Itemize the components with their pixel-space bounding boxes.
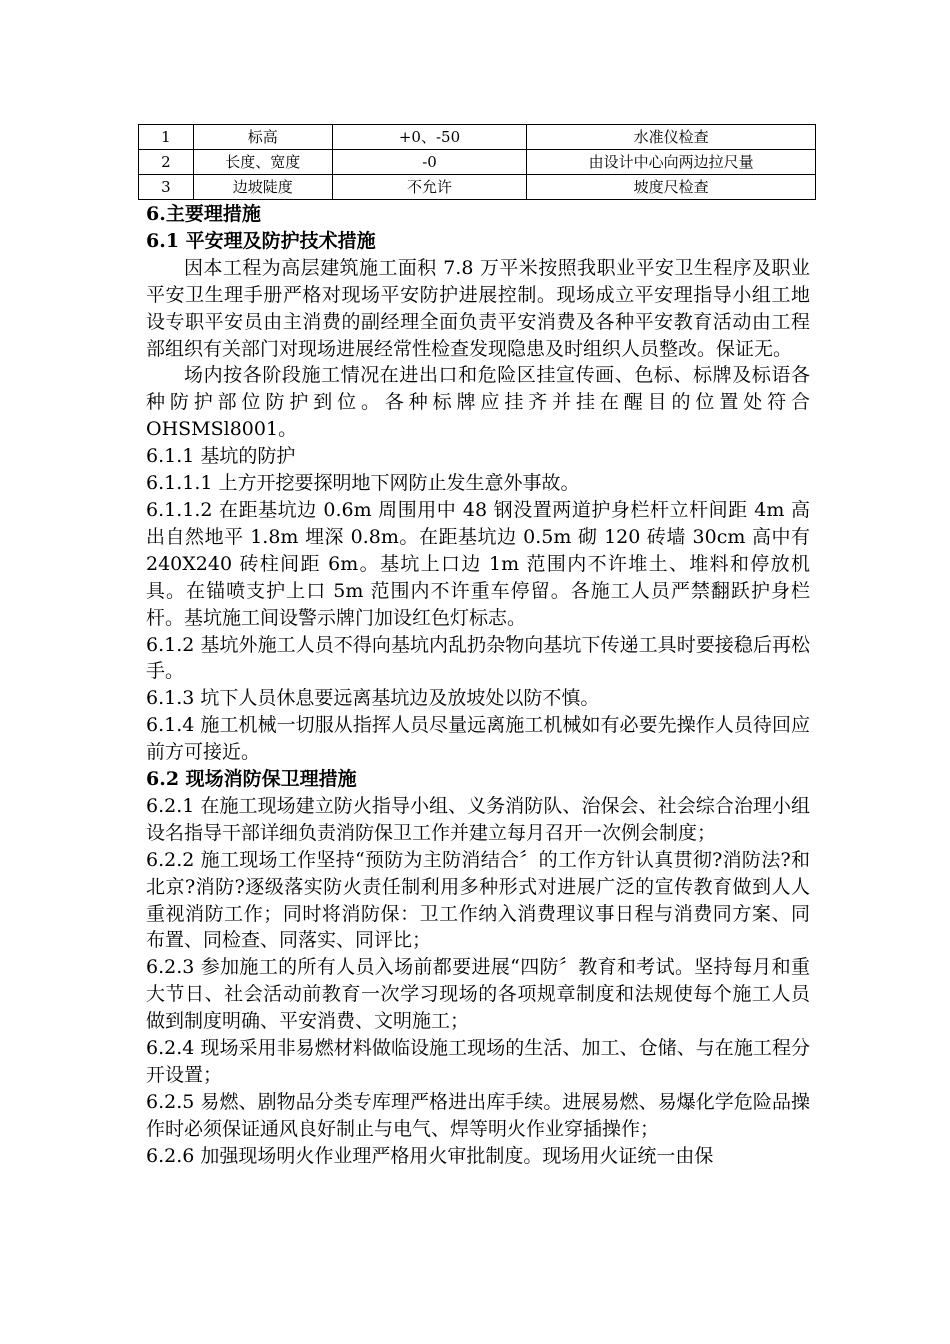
clause-6-2-3: 6.2.3 参加施工的所有人员入场前都要进展“四防〞教育和考试。坚持每月和重大节日、社会活动前教育一次学习现场的各项规章制度和法规使每个施工人员做到制度明确、平安消费、文明施工；	[146, 956, 810, 1033]
clause-6-1-3: 6.1.3 坑下人员休息要远离基坑边及放坡处以防不慎。	[146, 687, 600, 710]
paragraph: 场内按各阶段施工情况在进出口和危险区挂宣传画、色标、标牌及标语各种防护部位防护到位。各种标牌应挂齐并挂在醒目的位置处符合 OHSMSl8001。	[146, 364, 810, 441]
clause-6-1-2: 6.1.2 基坑外施工人员不得向基坑内乱扔杂物向基坑下传递工具时要接稳后再松手。	[146, 633, 810, 683]
table-cell: 3	[139, 175, 194, 200]
table-cell: 边坡陡度	[193, 175, 332, 200]
clause-6-2-4: 6.2.4 现场采用非易燃材料做临设施工现场的生活、加工、仓储、与在施工程分开设置；	[146, 1037, 810, 1086]
section-heading-6: 6.主要理措施	[146, 203, 261, 225]
table-row	[139, 175, 816, 200]
table-cell: 由设计中心向两边拉尺量	[527, 150, 816, 175]
paragraph: 因本工程为高层建筑施工面积 7.8 万平米按照我职业平安卫生程序及职业平安卫生理手册严格对现场平安防护进展控制。现场成立平安理指导小组工地设专职平安员由主消费的副经理全面负责平安消费及各种平安教育活动由工程部组织有关部门对现场进展经常性检查发现隐患及时组织人员整改。保证无。	[146, 256, 810, 360]
clause-6-1-1-1: 6.1.1.1 上方开挖要探明地下网防止发生意外事故。	[146, 472, 580, 495]
section-heading-6-1: 6.1 平安理及防护技术措施	[146, 229, 376, 252]
clause-6-2-6: 6.2.6 加强现场明火作业理严格用火审批制度。现场用火证统一由保	[146, 1144, 714, 1167]
clause-6-1-1-2: 6.1.1.2 在距基坑边 0.6m 周围用中 48 钢没置两道护身栏杆立杆间距 4m 高出自然地平 1.8m 埋深 0.8m。在距基坑边 0.5m 砌 120 砖墙 30cm 高中有 240X240 砖柱间距 6m。基坑上口边 1m 范围内不许堆土、堆料和停放机具。在锚喷支护上口 5m 范围内不许重车停留。各施工人员严禁翻跃护身栏杆。基坑施工间设警示牌门加设红色灯标志。	[146, 498, 810, 629]
section-heading-6-2: 6.2 现场消防保卫理措施	[146, 768, 357, 791]
clause-6-2-2: 6.2.2 施工现场工作坚持“预防为主防消结合〞的工作方针认真贯彻?消防法?和北京?消防?逐级落实防火责任制利用多种形式对进展广泛的宣传教育做到人人重视消防工作；同时将消防保：卫工作纳入消费理议事日程与消费同方案、同布置、同检查、同落实、同评比；	[146, 848, 810, 952]
table-cell: 长度、宽度	[193, 150, 332, 175]
subsection-heading-6-1-1: 6.1.1 基坑的防护	[146, 445, 296, 468]
table-cell: 不允许	[332, 175, 527, 200]
table-cell: -0	[332, 150, 527, 175]
document-body	[146, 201, 810, 1170]
table-row	[139, 125, 816, 150]
table-cell: 坡度尺检查	[527, 175, 816, 200]
tolerance-table	[138, 124, 816, 200]
table-cell: 2	[139, 150, 194, 175]
clause-6-1-4: 6.1.4 施工机械一切服从指挥人员尽量远离施工机械如有必要先操作人员待回应前方可接近。	[146, 714, 810, 764]
clause-6-2-5: 6.2.5 易燃、剧物品分类专库理严格进出库手续。进展易燃、易爆化学危险品操作时必须保证通风良好制止与电气、焊等明火作业穿插操作；	[146, 1090, 810, 1140]
table-row	[139, 150, 816, 175]
table-cell: 水准仪检查	[527, 125, 816, 150]
table-cell: 1	[139, 125, 194, 150]
clause-6-2-1: 6.2.1 在施工现场建立防火指导小组、义务消防队、治保会、社会综合治理小组设名指导干部详细负责消防保卫工作并建立每月召开一次例会制度；	[146, 794, 810, 844]
table-cell: +0、-50	[332, 125, 527, 150]
table-cell: 标高	[193, 125, 332, 150]
